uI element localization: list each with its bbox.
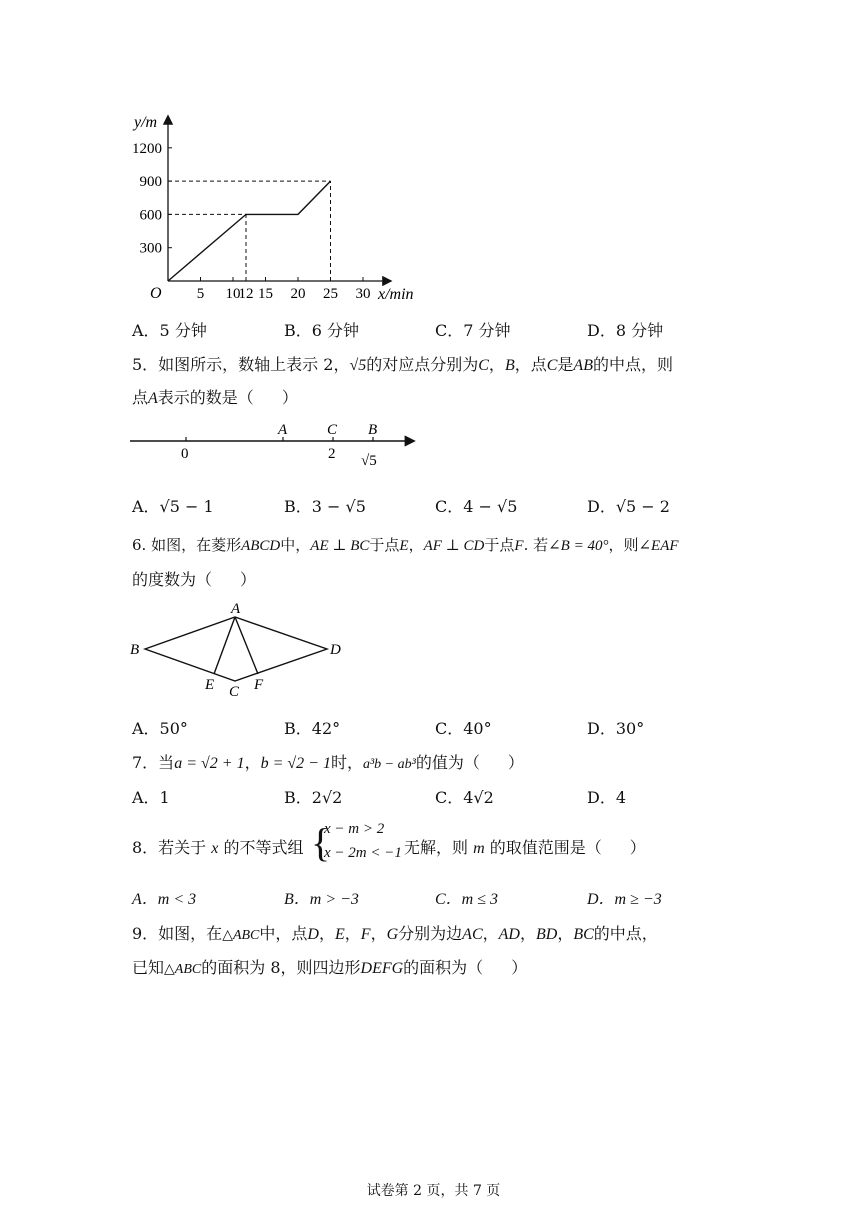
q5-option-c: C．4 − √5 [435, 497, 518, 516]
q4-option-d: D．8 分钟 [587, 321, 664, 340]
y-tick-label: 1200 [132, 140, 162, 157]
point-f: F [254, 677, 264, 693]
x-tick-label: 12 [238, 286, 254, 302]
vertex-a: A [231, 601, 241, 617]
label-point-a: A [278, 422, 288, 438]
x-axis-label: x/min [378, 286, 414, 303]
q6-option-d: D．30° [587, 719, 645, 738]
x-tick-label: 30 [355, 286, 371, 302]
y-tick-label: 900 [139, 174, 162, 191]
x-tick-label: 20 [290, 286, 306, 302]
q8-inequality-1: x − m > 2 [324, 821, 385, 837]
q6-rhombus-figure [125, 597, 355, 702]
brace-symbol: { [311, 820, 331, 865]
q7-option-d: D．4 [587, 788, 627, 807]
x-tick-label: 25 [323, 286, 338, 302]
vertex-c: C [229, 684, 240, 700]
q5-option-a: A．√5 − 1 [132, 497, 214, 516]
x-tick-label: 15 [258, 286, 273, 302]
q4-option-b: B．6 分钟 [284, 321, 360, 340]
q8-option-c: C．m ≤ 3 [435, 891, 499, 908]
q5-number-line [125, 415, 425, 473]
y-tick-label: 600 [139, 207, 162, 224]
q5-option-d: D．√5 − 2 [587, 497, 670, 516]
q5-option-b: B．3 − √5 [284, 497, 366, 516]
page-footer: 试卷第 2 页，共 7 页 [366, 1183, 501, 1199]
label-point-b: B [368, 422, 378, 438]
q9-stem-line2: 已知△ABC的面积为 8，则四边形DEFG的面积为（ ） [132, 958, 528, 977]
q7-option-c: C．4√2 [435, 788, 494, 807]
q6-option-a: A．50° [132, 719, 188, 738]
q4-graph [120, 105, 440, 305]
q8-option-a: A．m < 3 [132, 891, 197, 908]
q5-stem-line2: 点A表示的数是（ ） [132, 388, 298, 407]
label-two: 2 [328, 446, 336, 462]
q7-option-b: B．2√2 [284, 788, 343, 807]
vertex-d: D [330, 642, 341, 658]
q5-stem-line1: 5．如图所示，数轴上表示 2，√5的对应点分别为C，B，点C是AB的中点，则 [132, 355, 673, 374]
q8-inequality-2: x − 2m < −1 [324, 845, 402, 861]
origin-label: O [150, 285, 162, 302]
q8-stem-right: 无解，则 m 的取值范围是（ ） [404, 838, 646, 857]
q6-option-b: B．42° [284, 719, 341, 738]
series-line [168, 181, 331, 281]
q4-option-c: C．7 分钟 [435, 321, 511, 340]
label-point-c: C [327, 422, 338, 438]
vertex-b: B [130, 642, 140, 658]
q8-option-d: D．m ≥ −3 [587, 891, 662, 908]
q6-option-c: C．40° [435, 719, 492, 738]
q7-stem: 7．当a = √2 + 1，b = √2 − 1时，a³b − ab³的值为（ ） [132, 753, 524, 772]
label-sqrt5: √5 [361, 453, 377, 469]
x-tick-label: 5 [196, 286, 205, 302]
q7-option-a: A．1 [132, 788, 170, 807]
y-tick-label: 300 [139, 240, 162, 257]
q6-stem-line1: 6. 如图，在菱形ABCD中，AE ⊥ BC于点E，AF ⊥ CD于点F. 若∠B = 40°，则∠EAF [132, 536, 679, 554]
x-tick-label: 10 [225, 286, 241, 302]
q8-option-b: B．m > −3 [284, 891, 359, 908]
q9-stem-line1: 9．如图，在△ABC中，点D，E，F，G分别为边AC，AD，BD，BC的中点， [132, 924, 658, 943]
point-e: E [205, 677, 215, 693]
label-zero: 0 [181, 446, 189, 462]
q4-option-a: A．5 分钟 [132, 321, 207, 340]
y-axis-label: y/m [134, 114, 158, 131]
q8-stem-left: 8．若关于 x 的不等式组 [132, 838, 304, 857]
q6-stem-line2: 的度数为（ ） [132, 570, 257, 589]
